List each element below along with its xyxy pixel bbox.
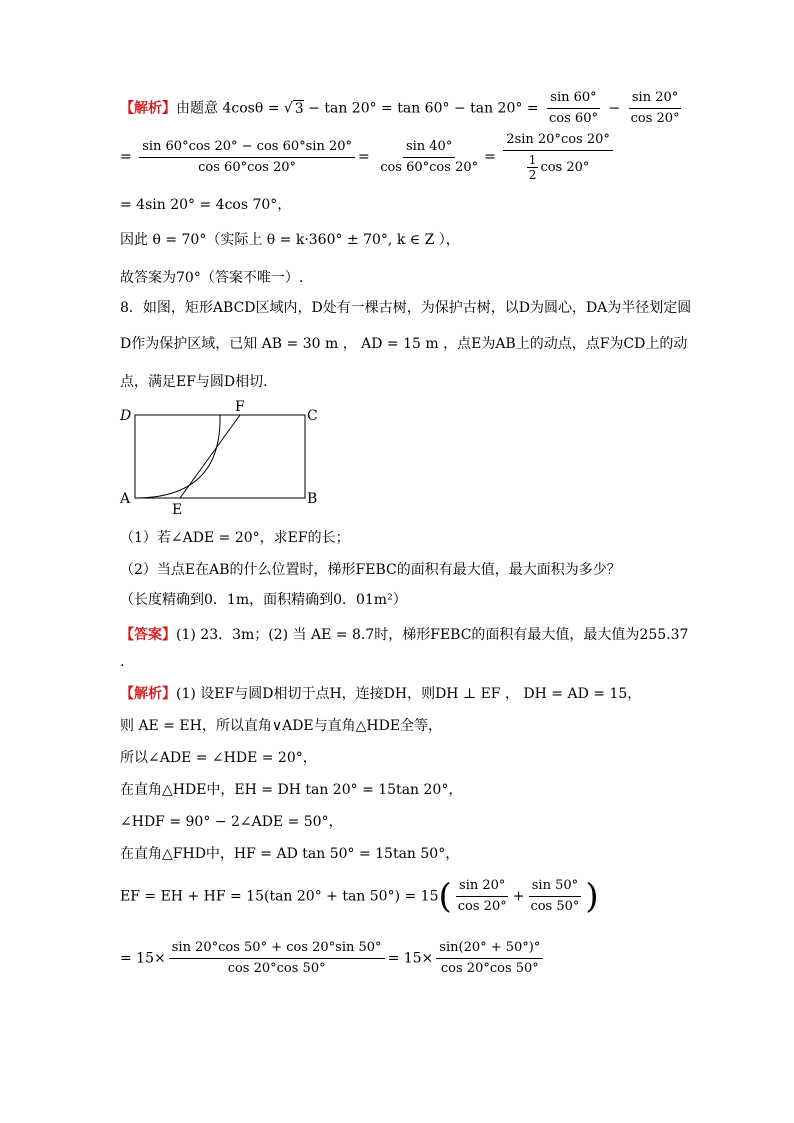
label-e: E (172, 502, 183, 518)
answer-tag: 【答案】 (120, 627, 176, 643)
analysis-tag: 【解析】 (120, 100, 176, 117)
fraction: $\frac{\sin 20^\circ\cos 50^\circ + \cos 20^\circ\sin 50^\circ}{\cos 20^\circ\cos 50^\circ}$ (169, 940, 385, 977)
fraction: $\frac{\sin(20^\circ + 50^\circ)^\circ}{\cos 20^\circ\cos 50^\circ}$ (436, 940, 543, 977)
fraction: 2sin 20°cos 20° $\frac{1}{2}$ cos 20° (503, 132, 613, 182)
arc-circle-d (135, 415, 220, 498)
fraction: $\frac{\sin 60^\circ}{\cos 60^\circ}$ (549, 90, 598, 126)
solution2-line6: 在直角△FHD中，HF = AD tan 50° = 15tan 50°， (120, 846, 460, 862)
tangent-ef (180, 415, 240, 498)
fraction: $\frac{\sin 20^\circ}{\cos 20^\circ}$ (630, 90, 680, 126)
solution1-line2: = $\frac{\sin 60^\circ\cos 20^\circ - \cos 60^\circ\sin 20^\circ}{\cos 60^\circ\cos 20^\circ}$ = $\frac{\sin 40^\circ}{\cos 60^\circ\cos 20^\circ}$ = 2sin 20°cos 20° $\frac{1}{2}$ cos 20° (120, 132, 616, 182)
label-c: C (307, 408, 318, 424)
problem8-line1: 8．如图，矩形ABCD区域内，D处有一棵古树，为保护古树，以D为圆心，DA为半径划定圆 (120, 300, 692, 316)
answer-line: 【答案】(1) 23．3m；(2) 当 AE = 8.7时，梯形FEBC的面积有最大值，最大值为255.37 (120, 627, 689, 643)
question-1: （1）若∠ADE = 20°，求EF的长； (120, 530, 350, 546)
label-b: B (307, 491, 318, 507)
analysis-tag-2: 【解析】 (120, 686, 176, 702)
solution2-line3: 所以∠ADE = ∠HDE = 20°， (120, 750, 317, 766)
solution1-line1: 【解析】由题意 4cosθ = √ 3 − tan 20° = tan 60° − tan 20° = $\frac{\sin 60^\circ}{\cos 60^\circ}$ − $\frac{\sin 20^\circ}{\cos 20^\circ}$ (120, 90, 686, 127)
fraction: $\frac{\sin 50^\circ}{\cos 50^\circ}$ (530, 878, 580, 914)
label-f: F (235, 399, 245, 415)
label-d: D (120, 408, 132, 424)
geometry-figure (112, 398, 332, 518)
solution2-line8: = 15× $\frac{\sin 20^\circ\cos 50^\circ + \cos 20^\circ\sin 50^\circ}{\cos 20^\circ\cos 50^\circ}$ = 15× $\frac{\sin(20^\circ + 50^\circ)^\circ}{\cos 20^\circ\cos 50^\circ}$ (120, 940, 546, 977)
question-2: （2）当点E在AB的什么位置时，梯形FEBC的面积有最大值，最大面积为多少？ (120, 562, 621, 578)
solution2-line5: ∠HDF = 90° − 2∠ADE = 50°， (120, 814, 343, 830)
solution2-line7: EF = EH + HF = 15(tan 20° + tan 50°) = 15( $\frac{\sin 20^\circ}{\cos 20^\circ}$ + $\frac{\sin 50^\circ}{\cos 50^\circ}$ ) (120, 876, 599, 917)
answer-dot: . (120, 654, 125, 670)
fraction: $\frac{\sin 60^\circ\cos 20^\circ - \cos 60^\circ\sin 20^\circ}{\cos 60^\circ\cos 20^\circ}$ (139, 139, 355, 176)
solution2-line2: 则 AE = EH，所以直角∨ADE与直角△HDE全等， (120, 718, 443, 734)
solution1-line3: = 4sin 20° = 4cos 70°， (120, 197, 292, 213)
solution1-line5: 故答案为70°（答案不唯一）. (120, 270, 304, 286)
problem8-line2: D作为保护区域，已知 AB = 30 m ， AD = 15 m ，点E为AB上的动点，点F为CD上的动 (120, 336, 688, 352)
solution2-line4: 在直角△HDE中，EH = DH tan 20° = 15tan 20°， (120, 782, 463, 798)
solution2-line1: 【解析】(1) 设EF与圆D相切于点H，连接DH，则DH ⊥ EF ， DH = AD = 15， (120, 686, 642, 702)
fraction: $\frac{\sin 20^\circ}{\cos 20^\circ}$ (457, 878, 507, 914)
fraction: $\frac{\sin 40^\circ}{\cos 60^\circ\cos 20^\circ}$ (380, 138, 479, 175)
question-note: （长度精确到0．1m，面积精确到0．01m²） (120, 592, 407, 608)
label-a: A (120, 491, 131, 507)
problem8-line3: 点，满足EF与圆D相切. (120, 374, 268, 390)
solution1-line4: 因此 θ = 70°（实际上 θ = k·360° ± 70°, k ∈ Z ）， (120, 232, 460, 248)
